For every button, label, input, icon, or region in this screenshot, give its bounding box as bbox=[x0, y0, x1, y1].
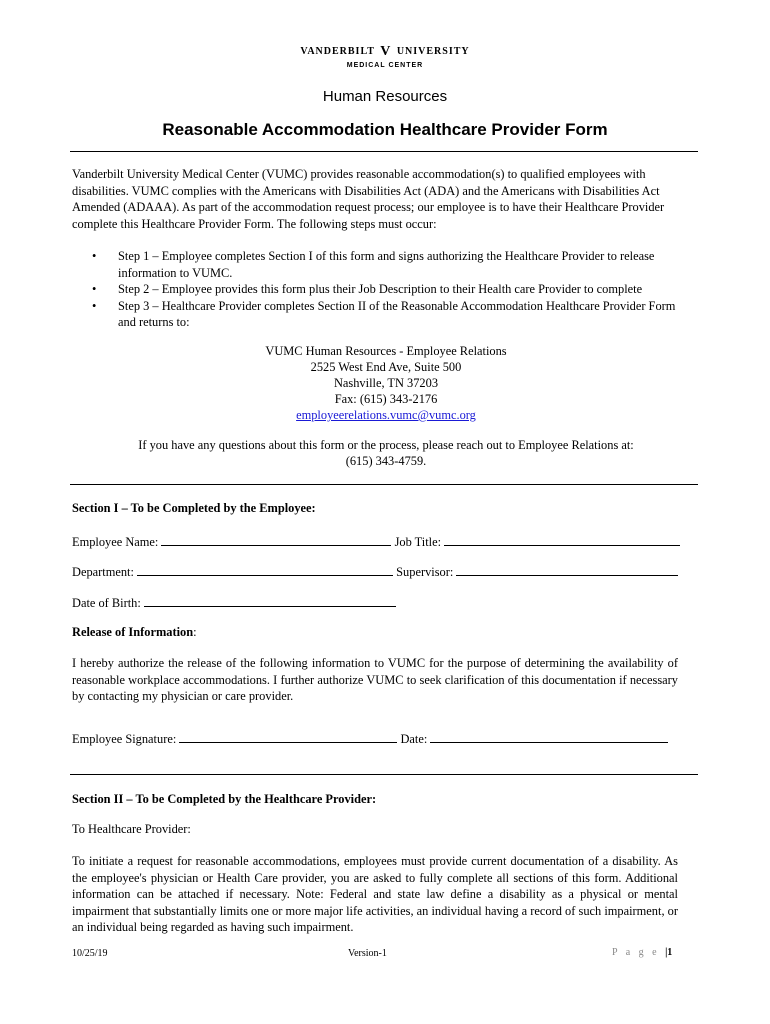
signature-row bbox=[72, 730, 702, 747]
questions-line: If you have any questions about this form or the process, please reach out to Employee Relations at: bbox=[138, 438, 634, 452]
section-2-text: To initiate a request for reasonable accommodations, employees must provide current documentation of a disability. As the employee's physician or Health Care provider, you are asked to fully complete all sections of this form. Additional information can be attached if necessary. Note: Federal and state law define a disability as a physical or mental impairment that substantially limits one or more major life activities, an individual having a record of such impairment, or an individual being regarded as having such impairment. bbox=[72, 854, 678, 934]
questions-block bbox=[72, 437, 700, 469]
date-field[interactable] bbox=[430, 730, 668, 743]
list-item bbox=[88, 281, 692, 298]
signature-label: Employee Signature: bbox=[72, 732, 177, 746]
dob-row bbox=[72, 594, 702, 611]
bullet-icon: • bbox=[92, 249, 97, 263]
section-divider-1 bbox=[70, 484, 698, 485]
release-heading bbox=[72, 625, 702, 640]
logo-wordmark-left: VANDERBILT bbox=[300, 46, 375, 57]
page-separator: | bbox=[665, 947, 668, 958]
steps-list bbox=[88, 248, 692, 331]
address-block bbox=[72, 343, 700, 423]
title-divider bbox=[70, 151, 698, 152]
dob-label: Date of Birth: bbox=[72, 596, 141, 610]
logo-subtitle: MEDICAL CENTER bbox=[346, 62, 424, 69]
section-divider-2 bbox=[70, 774, 698, 775]
dob-field[interactable] bbox=[144, 594, 396, 607]
section-2-heading: Section II – To be Completed by the Healthcare Provider: bbox=[72, 792, 377, 806]
release-text: I hereby authorize the release of the following information to VUMC for the purpose of determining the availability of reasonable workplace accommodations. I further authorize VUMC to seek clarification of this documentation if necessary by contacting my physician or care provider. bbox=[72, 656, 678, 703]
date-label: Date: bbox=[400, 732, 428, 746]
email-link[interactable]: employeerelations.vumc@vumc.org bbox=[296, 408, 476, 422]
signature-field[interactable] bbox=[179, 730, 397, 743]
employee-name-label: Employee Name: bbox=[72, 535, 159, 549]
supervisor-label: Supervisor: bbox=[396, 565, 454, 579]
provider-salutation: To Healthcare Provider: bbox=[72, 822, 191, 836]
vanderbilt-logo bbox=[0, 44, 770, 60]
bullet-icon: • bbox=[92, 298, 97, 313]
list-item bbox=[88, 248, 692, 281]
address-line-2: 2525 West End Ave, Suite 500 bbox=[310, 360, 462, 374]
department-field[interactable] bbox=[137, 563, 393, 576]
phone-line: (615) 343-4759. bbox=[345, 454, 427, 468]
bullet-icon: • bbox=[92, 282, 97, 296]
job-title-label: Job Title: bbox=[394, 535, 442, 549]
department-title: Human Resources bbox=[322, 88, 448, 105]
section-1-heading: Section I – To be Completed by the Employee: bbox=[72, 501, 316, 515]
logo-wordmark-right: UNIVERSITY bbox=[396, 46, 470, 57]
logo-v-mark: V bbox=[380, 44, 392, 59]
form-title: Reasonable Accommodation Healthcare Provider Form bbox=[162, 120, 608, 139]
supervisor-field[interactable] bbox=[456, 563, 678, 576]
employee-name-row bbox=[72, 533, 702, 550]
release-heading-colon: : bbox=[193, 625, 197, 639]
address-line-1: VUMC Human Resources - Employee Relations bbox=[265, 344, 507, 358]
address-line-3: Nashville, TN 37203 bbox=[333, 376, 439, 390]
footer-version: Version-1 bbox=[348, 948, 387, 959]
step-2-text: Step 2 – Employee provides this form plus their Job Description to their Health care Provider to complete bbox=[118, 282, 643, 296]
footer-date: 10/25/19 bbox=[72, 948, 108, 959]
page-number: 1 bbox=[667, 947, 673, 958]
employee-name-field[interactable] bbox=[161, 533, 391, 546]
step-1-text: Step 1 – Employee completes Section I of this form and signs authorizing the Healthcare Provider to release information to VUMC. bbox=[118, 249, 655, 280]
step-3-text: Step 3 – Healthcare Provider completes Section II of the Reasonable Accommodation Healthcare Provider Form and returns to: bbox=[118, 298, 676, 329]
list-item bbox=[88, 298, 692, 331]
page-label: P a g e bbox=[612, 947, 660, 958]
job-title-field[interactable] bbox=[444, 533, 680, 546]
department-row bbox=[72, 563, 702, 580]
intro-paragraph: Vanderbilt University Medical Center (VUMC) provides reasonable accommodation(s) to qualified employees with disabilities. VUMC complies with the Americans with Disabilities Act (ADA) and the Americans with Disabilities Act Amended (ADAAA). As part of the accommodation request process; our employee is to have their Healthcare Provider complete this Healthcare Provider Form. The following steps must occur: bbox=[72, 167, 665, 231]
department-label: Department: bbox=[72, 565, 134, 579]
release-heading-text: Release of Information bbox=[72, 625, 194, 639]
footer-page-number bbox=[612, 947, 672, 958]
fax-line: Fax: (615) 343-2176 bbox=[334, 392, 438, 406]
